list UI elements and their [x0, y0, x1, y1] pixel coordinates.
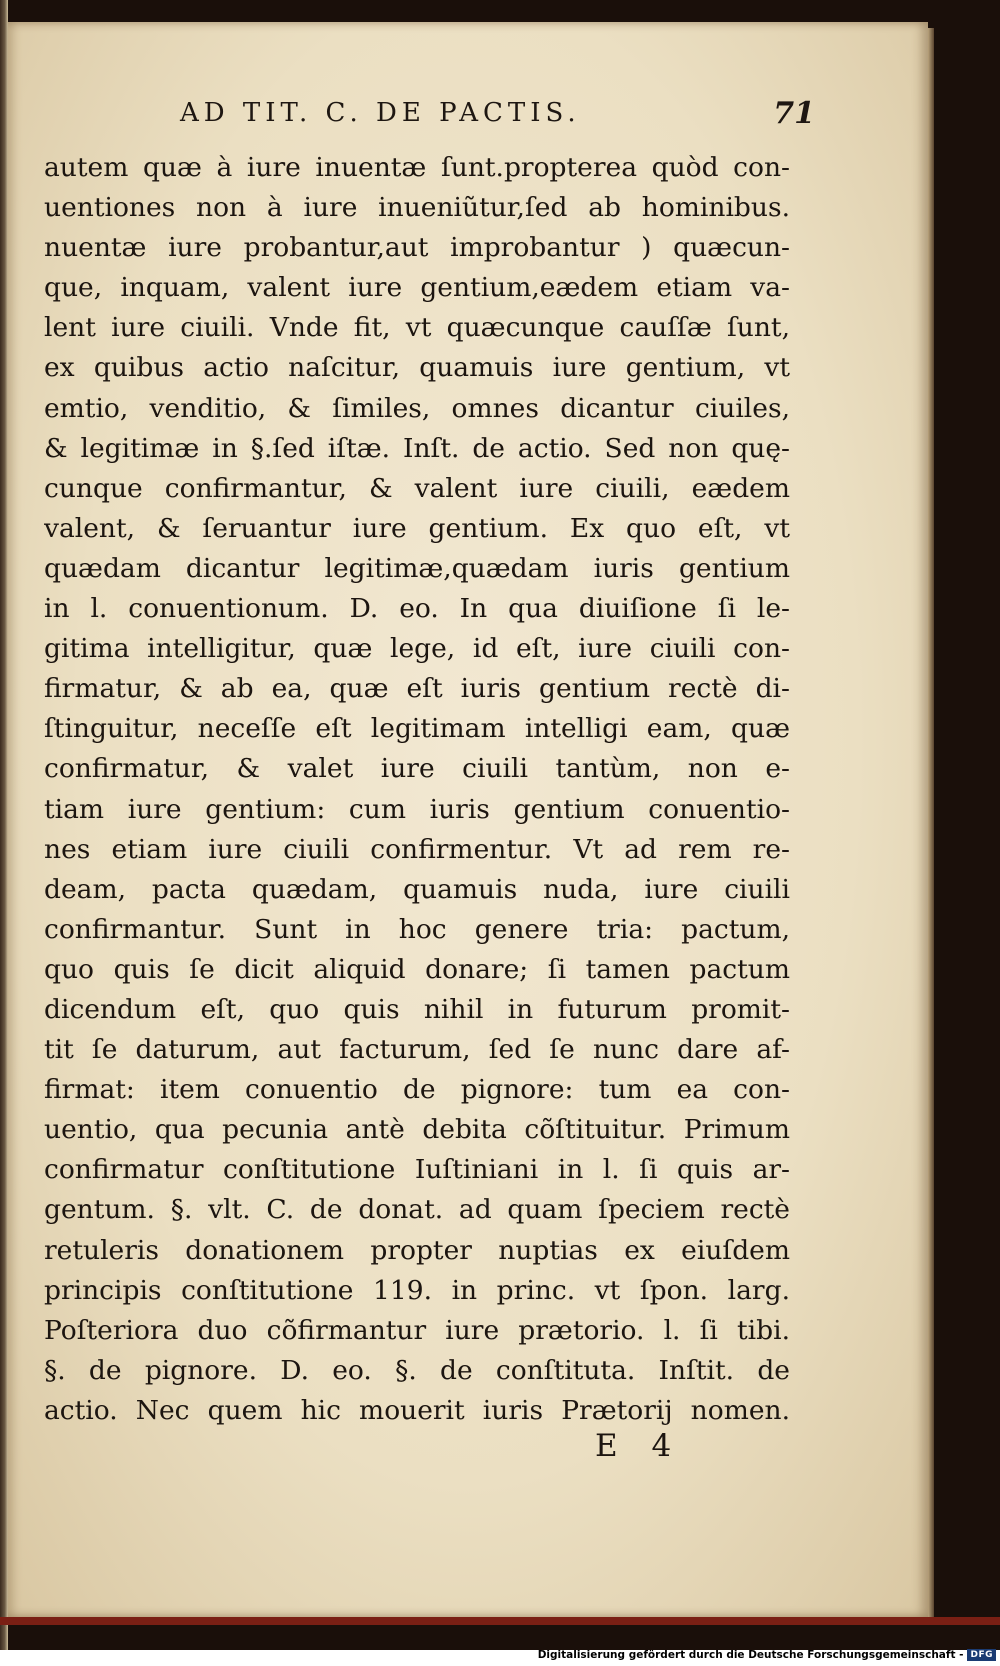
text-line: ex quibus actio naſcitur, quamuis iure gentium, vt [44, 352, 790, 384]
page-number: 71 [773, 96, 815, 131]
text-line: lent iure ciuili. Vnde fit, vt quæcunque cauſſæ ſunt, [44, 312, 790, 344]
text-line: ſtinguitur, neceſſe eſt legitimam intelligi eam, quæ [44, 713, 790, 745]
text-line: uentio, qua pecunia antè debita cõſtituitur. Primum [44, 1114, 790, 1146]
text-line: nuentæ iure probantur,aut improbantur ) quæcun- [44, 232, 790, 264]
text-line: firmatur, & ab ea, quæ eſt iuris gentium rectè di- [44, 673, 790, 705]
text-line: autem quæ à iure inuentæ ſunt.propterea quòd con- [44, 152, 790, 183]
text-line: confirmatur, & valet iure ciuili tantùm, non e- [44, 753, 790, 785]
book-spine-edge [0, 0, 8, 1650]
text-line: tit ſe daturum, aut facturum, ſed ſe nunc dare af- [44, 1034, 790, 1066]
text-line: gentum. §. vlt. C. de donat. ad quam ſpeciem rectè [44, 1194, 790, 1226]
text-line: uentiones non à iure inueniũtur,ſed ab hominibus. [44, 192, 790, 224]
text-line: emtio, venditio, & ſimiles, omnes dicantur ciuiles, [44, 392, 790, 424]
text-line: principis conſtitutione 119. in princ. vt ſpon. larg. [44, 1274, 790, 1306]
text-line: valent, & ſeruantur iure gentium. Ex quo eſt, vt [44, 512, 790, 544]
text-line: deam, pacta quædam, quamuis nuda, iure ciuili [44, 873, 790, 905]
text-line: §. de pignore. D. eo. §. de conſtituta. Inſtit. de [44, 1354, 790, 1386]
page-edge [928, 28, 934, 1618]
signature-mark: E 4 [595, 1428, 684, 1464]
text-line: actio. Nec quem hic mouerit iuris Prætorij nomen. [44, 1394, 790, 1426]
digitization-credit [520, 1649, 996, 1665]
text-line: in l. conuentionum. D. eo. In qua diuiſione ſi le- [44, 593, 790, 625]
scan-bottom-band [0, 1617, 1000, 1625]
text-line: confirmantur. Sunt in hoc genere tria: pactum, [44, 913, 790, 945]
text-line: dicendum eſt, quo quis nihil in futurum promit- [44, 993, 790, 1025]
text-line: confirmatur conſtitutione Iuſtiniani in l. ſi quis ar- [44, 1154, 790, 1186]
text-line: Poſteriora duo cõfirmantur iure prætorio. l. ſi tibi. [44, 1314, 790, 1346]
text-line: tiam iure gentium: cum iuris gentium conuentio- [44, 793, 790, 825]
body-text [44, 148, 790, 1431]
text-line: que, inquam, valent iure gentium,eædem etiam va- [44, 272, 790, 304]
text-line: nes etiam iure ciuili confirmentur. Vt ad rem re- [44, 833, 790, 865]
text-line: & legitimæ in §.ſed iſtæ. Inſt. de actio. Sed non quę- [44, 432, 790, 464]
dfg-logo: DFG [967, 1649, 996, 1661]
text-line: firmat: item conuentio de pignore: tum ea con- [44, 1074, 790, 1106]
text-line: quædam dicantur legitimæ,quædam iuris gentium [44, 552, 790, 584]
text-line: cunque confirmantur, & valent iure ciuili, eædem [44, 472, 790, 504]
text-line: quo quis ſe dicit aliquid donare; ſi tamen pactum [44, 953, 790, 985]
running-head: AD TIT. C. DE PACTIS. [180, 98, 581, 128]
text-line: gitima intelligitur, quæ lege, id eſt, iure ciuili con- [44, 633, 790, 665]
credit-text: Digitalisierung gefördert durch die Deutsche Forschungsgemeinschaft - [537, 1649, 964, 1661]
text-line: retuleris donationem propter nuptias ex eiuſdem [44, 1234, 790, 1266]
page-header [180, 96, 815, 138]
